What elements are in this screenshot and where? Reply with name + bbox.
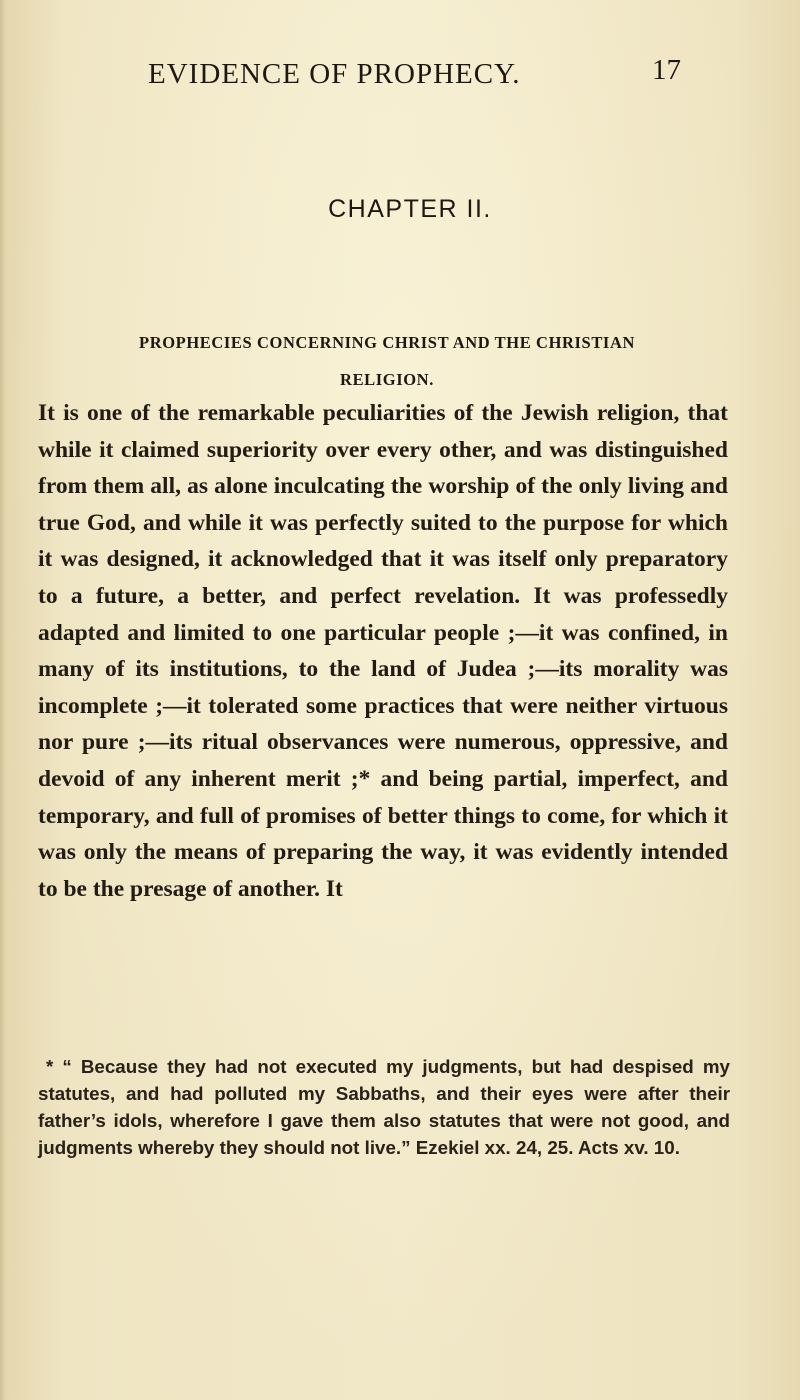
body-paragraph: It is one of the remarkable peculiarities of the Jewish religion, that while it claimed superiority over every other, and was distinguished from them all, as alone inculcating the worship of the only living and true God, and while it was perfectly suited to the purpose for which it was designed, it acknowledged that it was itself only preparatory to a future, a better, and perfect revelation. It was professedly adapted and limited to one particular people ;—it was confined, in many of its institutions, to the land of Judea ;—its morality was incomplete ;—it tolerated some practices that were neither virtuous nor pure ;—its ritual observances were numerous, oppressive, and devoid of any inherent merit ;* and being partial, imperfect, and temporary, and full of promises of better things to come, for which it was only the means of preparing the way, it was evidently intended to be the presage of another. It [38, 400, 728, 902]
section-heading-line-1: PROPHECIES CONCERNING CHRIST AND THE CHRISTIAN [139, 333, 635, 352]
footnote [38, 1053, 730, 1161]
running-head: EVIDENCE OF PROPHECY. [148, 58, 521, 90]
section-heading-line-2: RELIGION. [340, 370, 434, 389]
page-number: 17 [652, 54, 681, 86]
footnote-marker: * [46, 1056, 54, 1077]
section-heading [38, 324, 736, 398]
chapter-title: CHAPTER II. [328, 195, 492, 223]
footnote-text: “ Because they had not executed my judgments, but had despised my statutes, and had polluted my Sabbaths, and their eyes were after their father’s idols, wherefore I gave them also statutes that were not good, and judgments whereby they should not live.” Ezekiel xx. 24, 25. Acts xv. 10. [38, 1056, 730, 1158]
